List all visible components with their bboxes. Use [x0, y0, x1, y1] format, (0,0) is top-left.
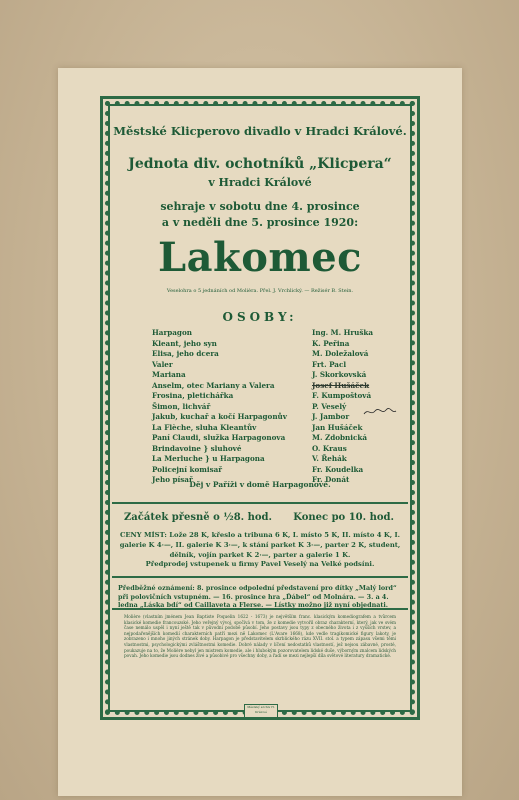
- cast-role: Jakub, kuchař a kočí Harpagonův: [152, 412, 287, 421]
- divider: [112, 502, 408, 504]
- cast-actor: P. Veselý: [312, 401, 347, 411]
- cast-role: Kleant, jeho syn: [152, 338, 217, 348]
- cast-row: [152, 412, 384, 423]
- divider: [112, 608, 408, 610]
- poster-content: [112, 108, 408, 712]
- cast-row: [152, 423, 384, 434]
- cast-actor: Ing. M. Hruška: [312, 328, 374, 337]
- cast-row: [152, 444, 384, 455]
- cast-row: [152, 360, 384, 371]
- divider: [112, 576, 408, 578]
- ticket-prices: CENY MÍST: Lože 28 K, křeslo a tribuna 6 K, I. místo 5 K, II. místo 4 K, I. galerie K 4·—, II. galerie K 3·—, k stání parket K 3·—, parter 2 K, student, dělník, vojín parket K 2·—, parter a galerie 1 K.: [119, 531, 401, 559]
- presale-info: Předprodej vstupenek u firmy Pavel Veselý na Velké podsíni.: [145, 560, 375, 568]
- cast-role: Frosina, pletichářka: [152, 391, 234, 400]
- cast-row: [152, 349, 384, 360]
- end-time: Konec po 10. hod.: [293, 512, 394, 523]
- cast-role: La Merluche } u Harpagona: [152, 454, 265, 463]
- cast-role: Harpagon: [152, 328, 192, 337]
- archive-stamp: Městský archiv H. Králové: [244, 704, 278, 718]
- cast-actor: Fr. Donát: [312, 475, 350, 484]
- cast-row: [152, 370, 384, 381]
- cast-actor: F. Kumpoštová: [312, 391, 372, 400]
- cast-row: [152, 454, 384, 465]
- cast-role: Elisa, jeho dcera: [152, 349, 219, 358]
- performance-date-2: a v neděli dne 5. prosince 1920:: [161, 216, 359, 229]
- cast-actor: O. Kraus: [312, 443, 347, 453]
- cast-list: [152, 328, 384, 486]
- performance-date-1: sehraje v sobotu dne 4. prosince: [160, 200, 360, 213]
- cast-actor: Fr. Koudelka: [312, 464, 364, 474]
- cast-actor: M. Zdobnická: [312, 433, 368, 442]
- cast-role: Valer: [152, 359, 173, 369]
- cast-role: Paní Claudi, služka Harpagonova: [152, 433, 286, 442]
- cast-actor: Frt. Pacl: [312, 359, 347, 369]
- cast-row: [152, 391, 384, 402]
- start-time: Začátek přesně o ½8. hod.: [124, 512, 273, 523]
- cast-row: [152, 402, 384, 413]
- play-subtitle: Veselohra o 5 jednáních od Molièra. Přel. J. Vrchlický. — Režisér B. Stein.: [166, 288, 354, 294]
- cast-actor: Jan Hušáček: [312, 422, 363, 432]
- upcoming-announcement: Předběžné oznámení: 8. prosince odpolední představení pro dítky „Malý lord“ při polovičních vstupném. — 16. prosince hra „Ďábel“ od Molnára. — 3. a 4. ledna „Láska bdí“ od Caillaveta a Flerse. — Lístky možno již nyní objednati.: [118, 584, 397, 609]
- cast-actor: J. Skorkovská: [312, 370, 367, 379]
- cast-actor: V. Řehák: [312, 454, 347, 463]
- theatre-name: Městské Klicperovo divadlo v Hradci Králové.: [113, 124, 407, 138]
- cast-role: Jeho písař: [152, 475, 193, 484]
- cast-role: Policejní komisař: [152, 464, 223, 474]
- cast-heading: OSOBY:: [222, 310, 298, 324]
- society-city: v Hradci Králové: [208, 176, 312, 189]
- cast-row: [152, 433, 384, 444]
- play-title: Lakomec: [157, 234, 363, 281]
- cast-row: [152, 381, 384, 392]
- cast-row: [152, 465, 384, 476]
- cast-actor: K. Peřina: [312, 338, 350, 348]
- cast-role: Brindavoine } sluhové: [152, 443, 242, 453]
- cast-actor: Josef Hušáček: [312, 380, 370, 390]
- cast-role: Anselm, otec Mariany a Valera: [152, 380, 275, 390]
- cast-actor: M. Doležalová: [312, 349, 369, 358]
- cast-role: Šimon, lichvář: [152, 401, 211, 411]
- author-note: Molière (vlastním jménem Jean Baptiste Poquelin 1622 - 1673) je největším franc. klasickým komediografem a tvůrcem klasické komedie francouzské. Jeho veřejný vývoj, spočívá v tom, že z komedie vytvořil obraz charakterní, který, jak ve svém čase nemálo uspěl i nyní ještě tak v původní podobě působí. Jeho postavy jsou typy z obecného života i z vyšších vrstev, a nejpodařenějších komedií charakterních patří mezi ně Lakomec (L'Avare 1668), kde vedle tragikomické figury lakoty, je zobrazeno i mnoho jiných stránek doby. Harpagon je představitelem skrblického rázu XVII. stol. a typem zápasu všemi těmi vlastnostmi, psychologickými zvláštnostmi komedie. Dobré nálady v líčení nedostatků vlastností, jež nejsou zábavné, prosté, poukazuje na to, že Molière nebyl jen mistrem komedie, ale i hlubokým pozorovatelem lidské duše, výborným znalcem lidských povah. Jeho komedie jsou dodnes živé a působivé pro všechny doby, a řadí se mezi nejlepší díla světové literatury dramatické.: [124, 614, 396, 659]
- cast-role: Mariana: [152, 370, 186, 379]
- cast-row: [152, 328, 384, 339]
- setting-line: Děj v Paříži v domě Harpagonově.: [189, 480, 331, 489]
- handwritten-signature: [362, 407, 398, 417]
- cast-actor: J. Jambor: [312, 412, 350, 421]
- cast-row: [152, 339, 384, 350]
- cast-role: La Flèche, sluha Kleantův: [152, 422, 257, 432]
- society-name: Jednota div. ochotníků „Klicpera“: [128, 156, 392, 172]
